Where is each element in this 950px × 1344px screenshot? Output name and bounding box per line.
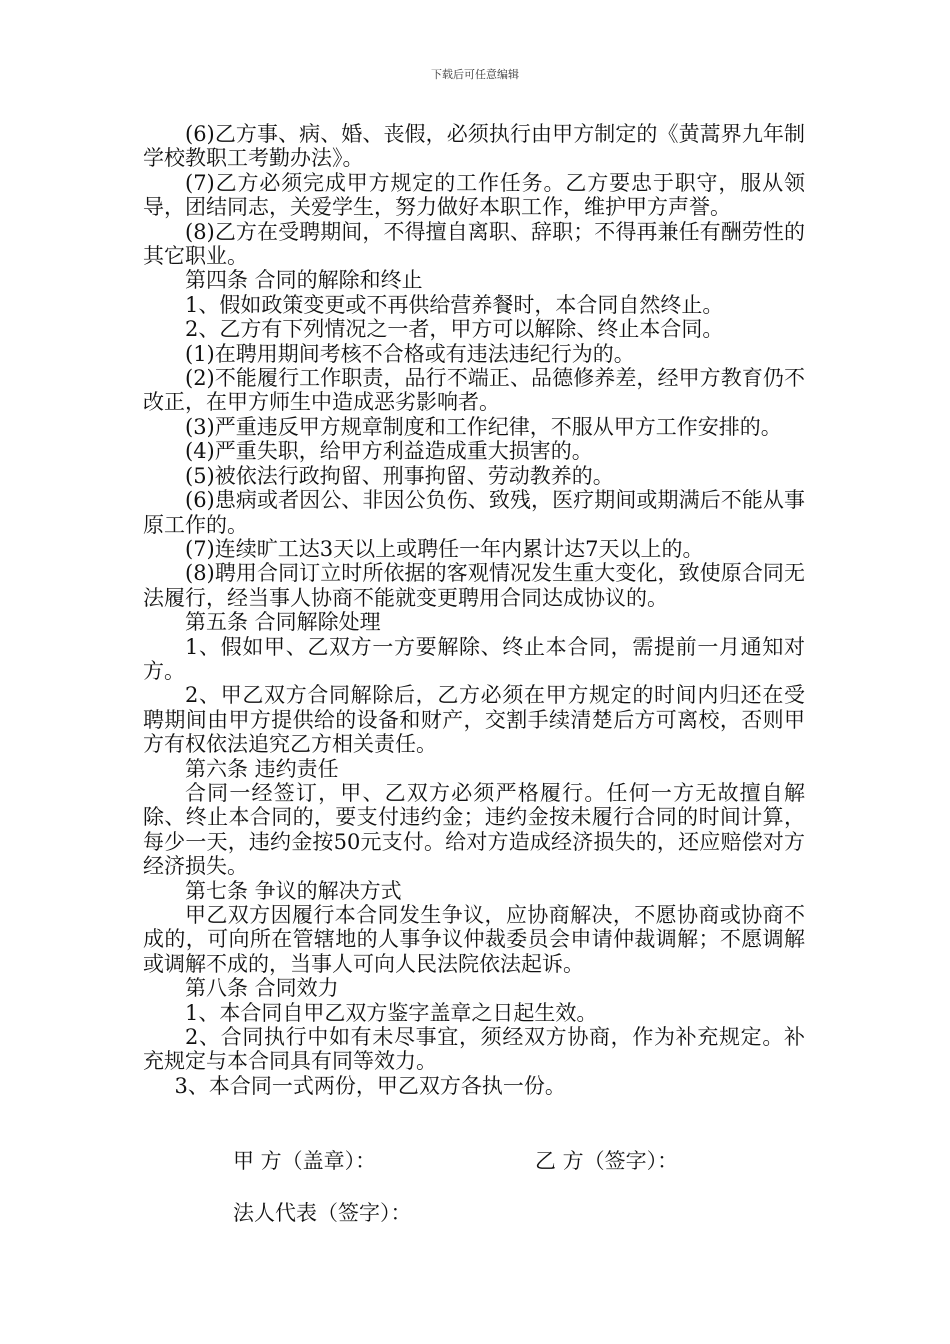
article-4-item-2: 2、乙方有下列情况之一者，甲方可以解除、终止本合同。 (185, 317, 724, 342)
article-6-heading: 第六条 违约责任 (185, 756, 339, 781)
signature-row-parties (233, 1145, 833, 1171)
contract-body (143, 122, 805, 1098)
clause-3-item-6: (6)乙方事、病、婚、丧假，必须执行由甲方制定的《黄蒿界九年制学校教职工考勤办法》。 (143, 122, 805, 171)
article-8-item-1: 1、本合同自甲乙双方鉴字盖章之日起生效。 (185, 1000, 598, 1025)
article-8-item-3: 3、本合同一式两份，甲乙双方各执一份。 (174, 1073, 566, 1098)
article-8-heading: 第八条 合同效力 (185, 976, 339, 1001)
page-header: 下载后可任意编辑 (431, 68, 519, 81)
article-4-sub-4: (4)严重失职，给甲方利益造成重大损害的。 (185, 439, 593, 464)
article-4-sub-2: (2)不能履行工作职责，品行不端正、品德修养差，经甲方教育仍不改正，在甲方师生中造成恶劣影响者。 (143, 366, 805, 415)
article-6-body: 合同一经签订，甲、乙双方必须严格履行。任何一方无故擅自解除、终止本合同的，要支付违约金；违约金按未履行合同的时间计算，每少一天，违约金按50元支付。给对方造成经济损失的，还应赔偿对方经济损失。 (143, 780, 805, 879)
article-5-heading: 第五条 合同解除处理 (185, 610, 381, 635)
article-4-item-1: 1、假如政策变更或不再供给营养餐时，本合同自然终止。 (185, 292, 724, 317)
party-b-sign-label: 乙 方（签字）： (535, 1149, 679, 1173)
article-4-sub-5: (5)被依法行政拘留、刑事拘留、劳动教养的。 (185, 463, 614, 488)
article-4-sub-3: (3)严重违反甲方规章制度和工作纪律，不服从甲方工作安排的。 (185, 414, 782, 439)
clause-3-item-7: (7)乙方必须完成甲方规定的工作任务。乙方要忠于职守，服从领导，团结同志，关爱学生，努力做好本职工作，维护甲方声誉。 (143, 170, 805, 220)
party-a-seal-label: 甲 方（盖章）： (233, 1149, 377, 1173)
article-7-body: 甲乙双方因履行本合同发生争议，应协商解决，不愿协商或协商不成的，可向所在管辖地的人事争议仲裁委员会申请仲裁调解；不愿调解或调解不成的，当事人可向人民法院依法起诉。 (143, 903, 805, 976)
article-4-sub-7: (7)连续旷工达3天以上或聘任一年内累计达7天以上的。 (185, 536, 704, 561)
article-4-heading: 第四条 合同的解除和终止 (185, 268, 423, 293)
clause-3-item-8: (8)乙方在受聘期间，不得擅自离职、辞职；不得再兼任有酬劳性的其它职业。 (143, 219, 805, 269)
article-8-item-2: 2、合同执行中如有未尽事宜，须经双方协商，作为补充规定。补充规定与本合同具有同等效力。 (143, 1025, 805, 1074)
signature-block (233, 1145, 833, 1225)
article-4-sub-1: (1)在聘用期间考核不合格或有违法违纪行为的。 (185, 341, 635, 366)
article-5-item-2: 2、甲乙双方合同解除后，乙方必须在甲方规定的时间内归还在受聘期间由甲方提供给的设备和财产，交割手续清楚后方可离校，否则甲方有权依法追究乙方相关责任。 (143, 683, 805, 757)
legal-rep-sign-label: 法人代表（签字）： (233, 1201, 412, 1225)
article-4-sub-6: (6)患病或者因公、非因公负伤、致残，医疗期间或期满后不能从事原工作的。 (143, 488, 805, 537)
article-7-heading: 第七条 争议的解决方式 (185, 878, 402, 903)
article-4-sub-8: (8)聘用合同订立时所依据的客观情况发生重大变化，致使原合同无法履行，经当事人协商不能就变更聘用合同达成协议的。 (143, 561, 805, 610)
article-5-item-1: 1、假如甲、乙双方一方要解除、终止本合同，需提前一月通知对方。 (143, 634, 805, 683)
